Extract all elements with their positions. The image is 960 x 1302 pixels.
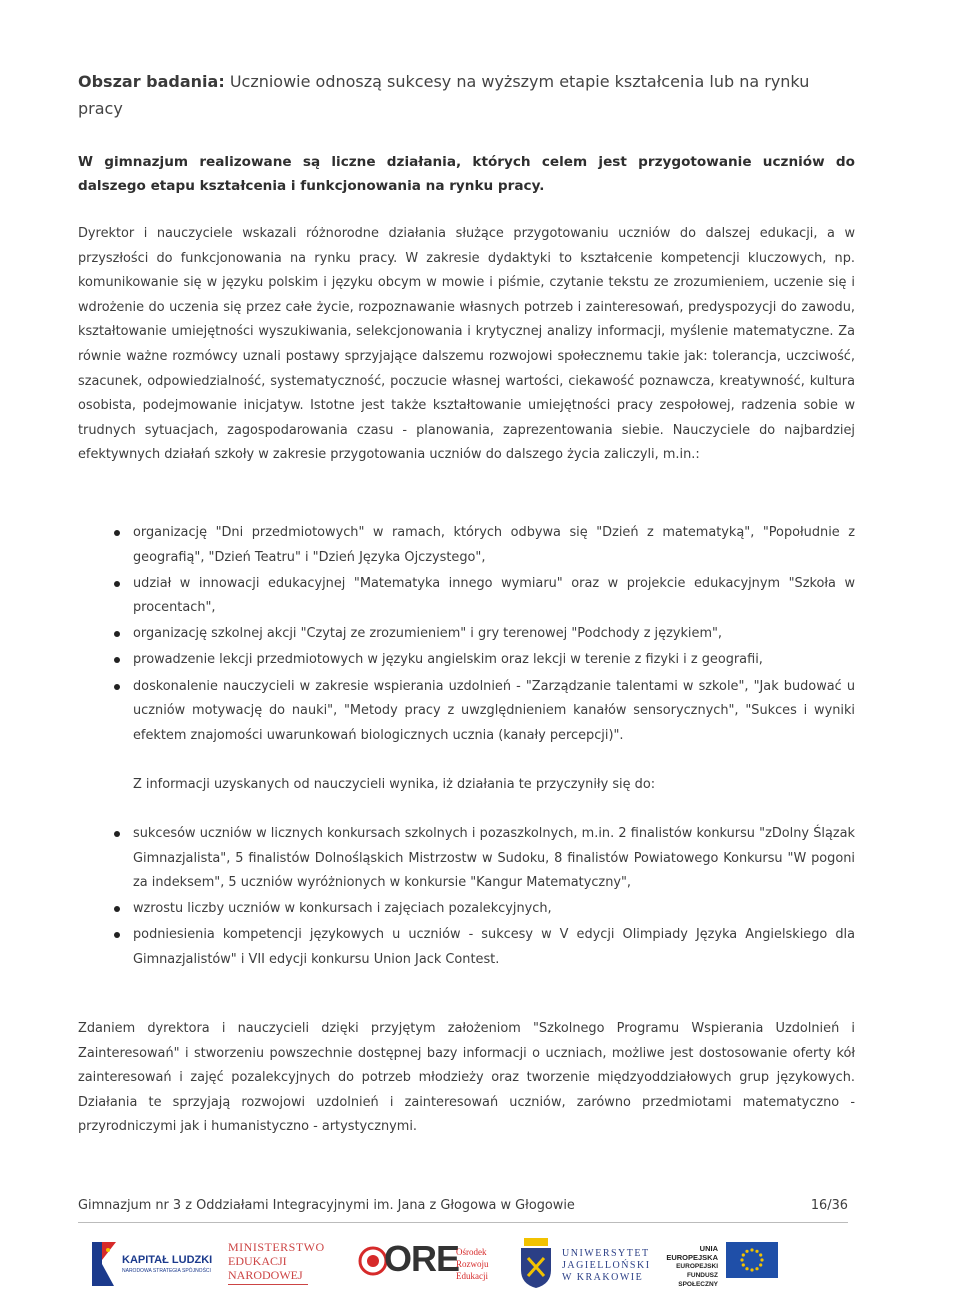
bullet-icon (114, 906, 120, 912)
bullet-icon (114, 831, 120, 837)
heading-text: Uczniowie odnoszą sukcesy na wyższym etapie kształcenia lub na rynku pracy (78, 72, 810, 118)
bullet-icon (114, 932, 120, 938)
sponsor-logos (78, 1234, 778, 1294)
ministerstwo-logo: MINISTERSTWO EDUKACJI NARODOWEJ (226, 1234, 336, 1294)
list-item: sukcesów uczniów w licznych konkursach szkolnych i pozaszkolnych, m.in. 2 finalistów konkursu "zDolny Ślązak Gimnazjalista", 5 finalistów Dolnośląskich Mistrzostw w Sudoku, 8 finalistów Powiatowego Konkursu "W pogoni za indeksem", 5 uczniów wyróżnionych w konkursie "Kangur Matematyczny", (78, 822, 855, 896)
footer-school-name: Gimnazjum nr 3 z Oddziałami Integracyjnymi im. Jana z Głogowa w Głogowie (78, 1198, 575, 1213)
eu-flag-icon (726, 1242, 778, 1278)
ue-logo: UNIA EUROPEJSKA EUROPEJSKI FUNDUSZ SPOŁECZNY (648, 1234, 778, 1294)
list-item: udział w innowacji edukacyjnej "Matematyka innego wymiaru" oraz w projekcie edukacyjnym "Szkoła w procentach", (78, 572, 855, 621)
paragraph-2: Z informacji uzyskanych od nauczycieli wynika, iż działania te przyczyniły się do: (133, 777, 656, 792)
paragraph-3: Zdaniem dyrektora i nauczycieli dzięki przyjętym założeniom "Szkolnego Programu Wspierania Uzdolnień i Zainteresowań" i stworzeniu powszechnie dostępnej bazy informacji o uczniach, możliwe jest dostosowanie oferty kół zainteresowań i zajęć pozalekcyjnych do potrzeb młodzieży oraz tworzenie międzyoddziałowych grup językowych. Działania te sprzyjają rozwojowi uzdolnień i zainteresowań uczniów, zarówno przedmiotami matematyczno - przyrodniczymi jak i humanistyczno - artystycznymi. (78, 1021, 855, 1135)
uj-logo: UNIWERSYTET JAGIELLOŃSKI W KRAKOWIE (518, 1234, 658, 1294)
subheading: W gimnazjum realizowane są liczne działania, których celem jest przygotowanie uczniów do dalszego etapu kształcenia i funkcjonowania na rynku pracy. (78, 154, 855, 194)
page-footer (78, 1198, 855, 1213)
bullet-icon (114, 657, 120, 663)
uj-crest-icon (518, 1236, 554, 1290)
page-number: 16/36 (810, 1198, 848, 1213)
bullet-icon (114, 581, 120, 587)
bullet-icon (114, 684, 120, 690)
heading-lead: Obszar badania: (78, 72, 225, 91)
bullet-icon (114, 530, 120, 536)
footer-divider (78, 1222, 848, 1223)
ore-logo: ORE Ośrodek Rozwoju Edukacji (358, 1234, 488, 1294)
activities-list (78, 521, 855, 750)
list-item: wzrostu liczby uczniów w konkursach i zajęciach pozalekcyjnych, (78, 897, 855, 922)
section-heading (78, 68, 855, 122)
list-item: organizację szkolnej akcji "Czytaj ze zrozumieniem" i gry terenowej "Podchody z językiem", (78, 622, 855, 647)
list-item: prowadzenie lekcji przedmiotowych w języku angielskim oraz lekcji w terenie z fizyki i z geografii, (78, 648, 855, 673)
list-item: podniesienia kompetencji językowych u uczniów - sukcesy w V edycji Olimpiady Języka Angielskiego dla Gimnazjalistów" i VII edycji konkursu Union Jack Contest. (78, 923, 855, 972)
kapital-ludzki-icon (84, 1238, 118, 1290)
kapital-ludzki-logo: KAPITAŁ LUDZKI NARODOWA STRATEGIA SPÓJNOŚCI (84, 1234, 214, 1294)
outcomes-list (78, 822, 855, 974)
paragraph-1: Dyrektor i nauczyciele wskazali różnorodne działania służące przygotowaniu uczniów do dalszej edukacji, a w przyszłości do funkcjonowania na rynku pracy. W zakresie dydaktyki to kształcenie kompetencji kluczowych, np. komunikowanie się w języku polskim i języku obcym w mowie i piśmie, czytanie tekstu ze zrozumieniem, uczenie się i wdrożenie do uczenia się przez całe życie, rozpoznawanie własnych potrzeb i zainteresowań, predyspozycji do zawodu, kształtowanie umiejętności wyszukiwania, selekcjonowania i krytycznej analizy informacji, myślenie matematyczne. Za równie ważne rozmówcy uznali postawy sprzyjające dalszemu rozwojowi społecznemu takie jak: tolerancja, uczciwość, szacunek, odpowiedzialność, systematyczność, poczucie własnej wartości, ciekawość poznawcza, kreatywność, kultura osobista, podejmowanie inicjatyw. Istotne jest także kształtowanie umiejętności pracy zespołowej, radzenia sobie w trudnych sytuacjach, zagospodarowania czasu - planowania, zaprezentowania siebie. Nauczyciele do najbardziej efektywnych działań szkoły w zakresie przygotowania uczniów do dalszego życia zaliczyli, m.in.: (78, 226, 855, 463)
bullet-icon (114, 631, 120, 637)
list-item: organizację "Dni przedmiotowych" w ramach, których odbywa się "Dzień z matematyką", "Popołudnie z geografią", "Dzień Teatru" i "Dzień Języka Ojczystego", (78, 521, 855, 570)
list-item: doskonalenie nauczycieli w zakresie wspierania uzdolnień - "Zarządzanie talentami w szkole", "Jak budować u uczniów motywację do nauki", "Metody pracy z uwzględnieniem kanałów sensorycznych", "Sukces i wyniki efektem znajomości uwarunkowań biologicznych ucznia (kanały percepcji)". (78, 675, 855, 749)
